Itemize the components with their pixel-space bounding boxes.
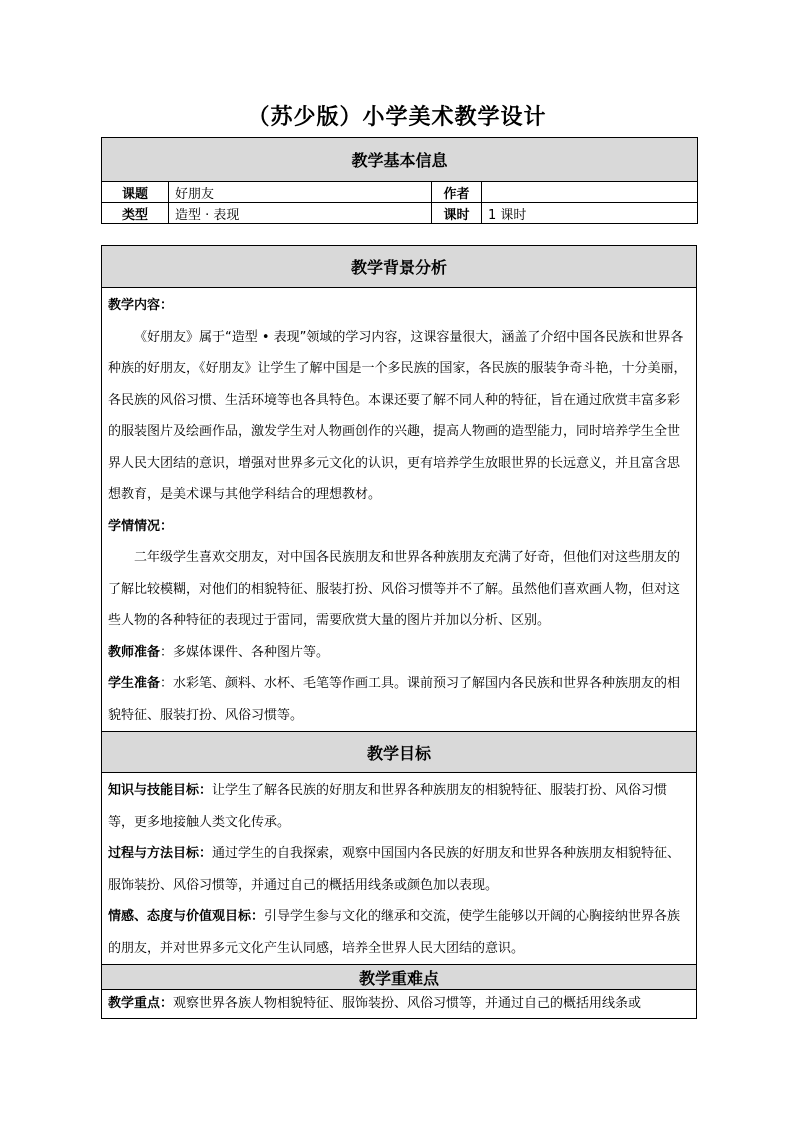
author-value	[482, 182, 698, 203]
author-label: 作者	[432, 182, 482, 203]
knowledge-goal-text: 让学生了解各民族的好朋友和世界各种族朋友的相貌特征、服装打扮、风俗习惯等，更多地接触人类文化传承。	[108, 783, 668, 830]
goals-header: 教学目标	[102, 732, 697, 773]
type-label: 类型	[102, 203, 169, 224]
emotion-goal-text: 引导学生参与文化的继承和交流，使学生能够以开阔的心胸接纳世界各族的朋友，并对世界多元文化产生认同感，培养全世界人民大团结的意识。	[108, 909, 681, 956]
lesson-table	[101, 245, 697, 1019]
student-situation-text: 二年级学生喜欢交朋友，对中国各民族朋友和世界各种族朋友充满了好奇，但他们对这些朋友的了解比较模糊，对他们的相貌特征、服装打扮、风俗习惯等并不了解。虽然他们喜欢画人物，但对这些人物的各种特征的表现过于雷同，需要欣赏大量的图片并加以分析、区别。	[108, 550, 681, 628]
period-label: 课时	[432, 203, 482, 224]
process-goal-text: 通过学生的自我探索，观察中国国内各民族的好朋友和世界各种族朋友相貌特征、服饰装扮、风俗习惯等，并通过自己的概括用线条或颜色加以表现。	[108, 846, 681, 893]
topic-label: 课题	[102, 182, 169, 203]
emotion-goal-label: 情感、态度与价值观目标：	[108, 909, 265, 924]
teacher-prep-label: 教师准备	[108, 644, 161, 660]
key-point-text: 观察世界各族人物相貌特征、服饰装扮、风俗习惯等，并通过自己的概括用线条或	[173, 996, 642, 1011]
basic-info-table	[101, 137, 698, 224]
content-text: 《好朋友》属于“造型 • 表现”领域的学习内容，这课容量很大，涵盖了介绍中国各民族和世界各种族的好朋友，《好朋友》让学生了解中国是一个多民族的国家，各民族的服装争奇斗艳，十分美丽，各民族的风俗习惯、生活环境等也各具特色。本课还要了解不同人种的特征，旨在通过欣赏丰富多彩的服装图片及绘画作品，激发学生对人物画创作的兴趣，提高人物画的造型能力，同时培养学生全世界人民大团结的意识，增强对世界多元文化的认识，更有培养学生放眼世界的长远意义，并且富含思想教育，是美术课与其他学科结合的理想教材。	[108, 329, 687, 502]
pupil-prep	[108, 668, 690, 731]
teacher-prep	[108, 637, 690, 669]
key-point-label: 教学重点：	[108, 996, 174, 1011]
teacher-prep-text: ：多媒体课件、各种图片等。	[160, 644, 330, 660]
background-body	[102, 288, 697, 732]
student-situation-label: 学情情况：	[108, 518, 174, 534]
type-value: 造型 · 表现	[169, 203, 432, 224]
knowledge-goal-label: 知识与技能目标：	[108, 783, 213, 798]
pupil-prep-text: ：水彩笔、颜料、水杯、毛笔等作画工具。课前预习了解国内各民族和世界各种族朋友的相貌特征、服装打扮、风俗习惯等。	[108, 676, 681, 723]
emotion-goal	[108, 901, 690, 964]
key-points-header: 教学重难点	[102, 965, 697, 990]
period-value: 1 课时	[482, 203, 698, 224]
process-goal	[108, 838, 690, 901]
knowledge-goal	[108, 775, 690, 838]
document-title: （苏少版）小学美术教学设计	[247, 105, 547, 130]
basic-info-header: 教学基本信息	[102, 138, 698, 182]
topic-value: 好朋友	[169, 182, 432, 203]
background-header: 教学背景分析	[102, 246, 697, 288]
key-point	[108, 990, 690, 1017]
process-goal-label: 过程与方法目标：	[108, 846, 213, 861]
content-label: 教学内容：	[108, 298, 174, 313]
pupil-prep-label: 学生准备	[108, 676, 161, 691]
key-points-body	[102, 990, 697, 1019]
goals-body	[102, 773, 697, 965]
